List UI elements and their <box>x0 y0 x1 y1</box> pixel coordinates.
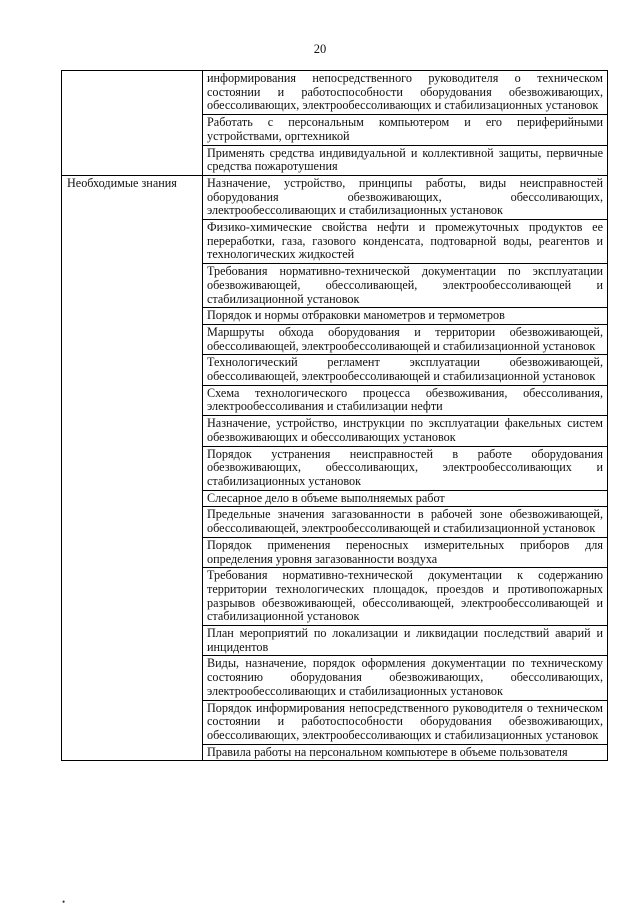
knowledge-item: Виды, назначение, порядок оформления документации по техническому состоянию оборудования обезвоживающих, обессоливающих, электрообессоливающих и стабилизационных установок <box>203 656 608 700</box>
skill-item: информирования непосредственного руководителя о техническом состоянии и работоспособности оборудования обезвоживающих, обессоливающих, электрообессоливающих и стабилизационных установок <box>203 71 608 115</box>
knowledge-item: План мероприятий по локализации и ликвидации последствий аварий и инцидентов <box>203 626 608 656</box>
table-row <box>62 71 608 115</box>
knowledge-item: Предельные значения загазованности в рабочей зоне обезвоживающей, обессоливающей, электрообессоливающей и стабилизационной установок <box>203 507 608 537</box>
knowledge-item: Порядок устранения неисправностей в работе оборудования обезвоживающих, обессоливающих, электрообессоливающих и стабилизационных установок <box>203 446 608 490</box>
knowledge-item: Порядок и нормы отбраковки манометров и термометров <box>203 308 608 325</box>
knowledge-item: Назначение, устройство, инструкции по эксплуатации факельных систем обезвоживающих и обессоливающих установок <box>203 416 608 446</box>
knowledge-item: Назначение, устройство, принципы работы, виды неисправностей оборудования обезвоживающих, обессоливающих, электрообессоливающих и стабилизационных установок <box>203 175 608 219</box>
section-label-required-knowledge: Необходимые знания <box>62 175 203 760</box>
skill-item: Применять средства индивидуальной и коллективной защиты, первичные средства пожаротушения <box>203 145 608 175</box>
knowledge-item: Технологический регламент эксплуатации обезвоживающей, обессоливающей, электрообессоливающей и стабилизационной установок <box>203 355 608 385</box>
knowledge-item: Порядок применения переносных измерительных приборов для определения уровня загазованности воздуха <box>203 537 608 567</box>
page-number: 20 <box>313 42 327 56</box>
skill-item: Работать с персональным компьютером и его периферийными устройствами, оргтехникой <box>203 115 608 145</box>
knowledge-item: Требования нормативно-технической документации по эксплуатации обезвоживающей, обессоливающей, электрообессоливающей и стабилизационной установок <box>203 264 608 308</box>
knowledge-item: Требования нормативно-технической документации к содержанию территории технологических площадок, проездов и противопожарных разрывов обезвоживающей, обессоливающей, электрообессоливающей и стабилизационной установок <box>203 568 608 626</box>
knowledge-item: Правила работы на персональном компьютере в объеме пользователя <box>203 744 608 761</box>
knowledge-item: Слесарное дело в объеме выполняемых работ <box>203 490 608 507</box>
table-row <box>62 175 608 219</box>
table-body <box>62 71 608 761</box>
knowledge-item: Физико-химические свойства нефти и промежуточных продуктов ее переработки, газа, газового конденсата, подтоварной воды, реагентов и технологических жидкостей <box>203 220 608 264</box>
knowledge-item: Схема технологического процесса обезвоживания, обессоливания, электрообессоливания и стабилизации нефти <box>203 385 608 415</box>
page-corner-mark: • <box>62 897 66 907</box>
knowledge-item: Порядок информирования непосредственного руководителя о техническом состоянии и работоспособности оборудования обезвоживающих, обессоливающих, электрообессоливающих и стабилизационных установок <box>203 700 608 744</box>
section-label-cell-empty <box>62 71 203 176</box>
knowledge-item: Маршруты обхода оборудования и территории обезвоживающей, обессоливающей, электрообессоливающей и стабилизационной установок <box>203 324 608 354</box>
competency-table <box>61 70 608 761</box>
